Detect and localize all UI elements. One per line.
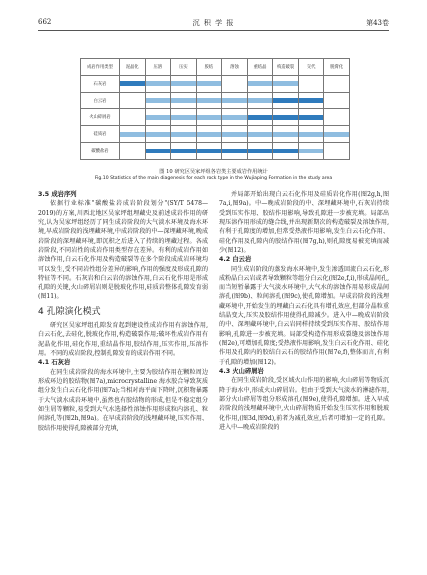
diagenesis-bar (248, 81, 273, 86)
figure-cell (145, 143, 171, 160)
figure-cell (145, 92, 171, 109)
figure-row (81, 75, 350, 92)
diagenesis-bar (248, 115, 273, 120)
paragraph: 依据行业标准"碳酸盐岩成岩阶段划分"(SY/T 5478—2019)的方案,川西北地区吴家坪组埋藏史及前述成岩作用的研究,认为吴家坪组经历了同生成岩阶段的大气淡水环境及海水环境,早成岩阶段的浅埋藏环境,中成岩阶段的中—深埋藏环境,晚成岩阶段的深埋藏环境,即沉积之后进入了持续的埋藏过程。各成岩阶段,不同岩性的成岩作用类型存在差异。有利的成岩作用如溶蚀作用,白云石化作用及构造破裂等在多个阶段成成岩环境均可以发生,受不同岩性组分差异的影响,作用的强度及形成孔隙的特征等不同。石灰岩和白云岩的溶蚀作用,白云石化作用是形成孔隙的关键,火山碎屑岩则是脱玻化作用,硅质岩整体孔隙发育弱(图11)。 (38, 200, 208, 301)
figure-column-label: 构造破裂 (273, 59, 299, 76)
journal-title: 沉 积 学 报 (192, 19, 235, 27)
figure-cell (171, 75, 197, 92)
diagenesis-bar (197, 98, 222, 103)
header-rule (38, 30, 389, 31)
diagenesis-bar (171, 98, 196, 103)
figure-cell (273, 92, 299, 109)
diagenesis-bar (222, 98, 247, 103)
figure-row-label: 硅质岩 (81, 126, 120, 143)
figure-row (81, 92, 350, 109)
diagenesis-bar (324, 132, 349, 137)
section-heading-4-2: 4.2 白云岩 (219, 256, 252, 264)
diagenesis-table (80, 58, 350, 160)
left-column (38, 190, 208, 433)
diagenesis-bar (171, 115, 196, 120)
diagenesis-bar (171, 81, 196, 86)
figure-cell (324, 143, 350, 160)
figure-cell (247, 75, 273, 92)
figure-row-label: 白云岩 (81, 92, 120, 109)
figure-header-cell: 成岩作用类型 (81, 59, 120, 76)
figure-cell (247, 143, 273, 160)
figure-cell (273, 126, 299, 143)
diagenesis-bar (146, 81, 171, 86)
figure-column-label: 胶结 (196, 59, 222, 76)
figure-cell (145, 109, 171, 126)
figure-cell (273, 143, 299, 160)
diagenesis-bar (197, 115, 222, 120)
figure-row-label: 石灰岩 (81, 75, 120, 92)
diagenesis-bar (222, 132, 247, 137)
figure-cell (273, 75, 299, 92)
figure-cell (273, 109, 299, 126)
figure-cell (171, 126, 197, 143)
section-heading-4-1: 4.1 石灰岩 (38, 359, 71, 367)
diagenesis-bar (120, 81, 145, 86)
diagenesis-bar (273, 149, 298, 154)
figure-cell (324, 126, 350, 143)
diagenesis-bar (222, 115, 247, 120)
figure-column-label: 交代 (298, 59, 324, 76)
figure-cell (120, 143, 146, 160)
diagenesis-bar (197, 81, 222, 86)
figure-cell (247, 109, 273, 126)
diagenesis-figure (80, 58, 350, 160)
diagenesis-bar (248, 149, 273, 154)
diagenesis-bar (171, 132, 196, 137)
diagenesis-bar (273, 132, 298, 137)
figure-cell (171, 143, 197, 160)
figure-cell (222, 143, 248, 160)
figure-cell (196, 75, 222, 92)
figure-cell (222, 126, 248, 143)
diagenesis-bar (273, 81, 298, 86)
figure-cell (298, 126, 324, 143)
figure-cell (171, 92, 197, 109)
figure-cell (196, 126, 222, 143)
diagenesis-bar (248, 98, 273, 103)
diagenesis-bar (146, 98, 171, 103)
diagenesis-bar (299, 149, 324, 154)
paragraph: 并局部开始出现白云石化作用及硅质岩化作用(图2g,h,图7a,i,图9a)。中—晚成岩阶段的中、深埋藏环境中,石灰岩持续受到压实作用、胶结作用影响,导致孔隙进一步被充填。局部出现压溶作用形成的缝合线,并出现新期次的构造破裂及溶蚀作用,有利于孔隙度的增加,但常受热液作用影响,发生白云石化作用、硅化作用及孔隙内的胶结作用(图7g,h),则孔隙度易被充填而减少(图12)。 (219, 191, 389, 254)
diagenesis-bar (299, 115, 324, 120)
figure-cell (222, 109, 248, 126)
figure-column-label: 泥晶化 (120, 59, 146, 76)
figure-cell (120, 126, 146, 143)
diagenesis-bar (273, 98, 298, 103)
running-header (38, 18, 389, 30)
figure-column-label: 重结晶 (247, 59, 273, 76)
figure-caption-en: Fig.10 Statistics of the main diagenesis for each rock type in the Wujiaping Formation in the study area (94, 176, 333, 181)
paragraph: 在同生成岩阶段的海水环境中,主要为胶结作用在颗粒周边形成环边的胶结物(图7a),microcrystalline 海水胶合导致灰质组分发生白云石化作用(图7a);当相对海平面下降时,沉积物暴露于大气淡水成岩环境中,虽然也有胶结物的形成,但是不稳定组分如生屑等颗粒,易受到大气水选择性溶蚀作用形成粒内溶孔、粒间溶孔等(图2h,图9a)。在早成岩阶段的浅埋藏环境,压实作用、胶结作用使得孔隙被部分充填, (38, 368, 208, 432)
diagenesis-bar (299, 98, 324, 103)
figure-cell (247, 126, 273, 143)
figure-cell (120, 109, 146, 126)
page-number: 662 (38, 18, 52, 26)
diagenesis-bar (299, 132, 324, 137)
figure-cell (196, 143, 222, 160)
section-heading-4: 4 孔隙演化模式 (38, 306, 101, 317)
diagenesis-bar (273, 115, 298, 120)
section-heading-4-3: 4.3 火山碎屑岩 (219, 367, 264, 375)
figure-cell (324, 92, 350, 109)
figure-cell (298, 75, 324, 92)
figure-cell (171, 109, 197, 126)
diagenesis-bar (197, 149, 222, 154)
diagenesis-bar (222, 149, 247, 154)
diagenesis-bar (120, 132, 145, 137)
paragraph: 同生成岩阶段的蒸发海水环境中,发生渗透回流白云石化,形成粉晶白云岩或者导致颗粒等组分白云化(图2e,f,i),形成晶间孔,而当短暂暴露于大气淡水环境中,大气水的溶蚀作用易形成晶间溶孔(图9b)、粒间溶孔(图9c),使孔隙增加。早成岩阶段的浅埋藏环境中,开始发生的埋藏白云石化具有增孔效应,但部分晶粒重结晶变大,压实及胶结作用使得孔隙减少。进入中—晚成岩阶段的中、深埋藏环境中,白云岩同样持续受到压实作用、胶结作用影响,孔隙进一步被充填。局部受构造作用形成裂缝及溶蚀作用(图2e),可增加孔隙度;受热液作用影响,发生白云石化作用、硅化作用及孔隙内的胶结白云石的胶结作用(图7e,f),整体而言,有利于孔隙的增加(图12)。 (219, 265, 389, 366)
figure-cell (298, 143, 324, 160)
section-heading-3-5: 3.5 成岩序列 (38, 191, 77, 198)
figure-row-label: 火山碎屑岩 (81, 109, 120, 126)
diagenesis-bar (146, 132, 171, 137)
figure-column-label: 脱膏化 (324, 59, 350, 76)
diagenesis-bar (171, 149, 196, 154)
figure-cell (222, 92, 248, 109)
volume: 第43卷 (366, 19, 389, 27)
figure-cell (324, 109, 350, 126)
figure-row (81, 109, 350, 126)
figure-column-label: 压溶 (145, 59, 171, 76)
figure-cell (298, 92, 324, 109)
figure-cell (120, 75, 146, 92)
paragraph: 在同生成岩阶段,受区域火山作用的影响,火山碎屑等物质沉降于海水中,形成火山碎屑岩。但由于受到大气淡水的淋滤作用,部分火山碎屑等组分形成溶孔(图9e),使得孔隙增加。进入早成岩阶段的浅埋藏环境中,火山碎屑物质开始发生压实作用和脱玻化作用,(图3d,图9d),前者为减孔效应,后者可增加一定的孔隙。进入中—晚成岩阶段的 (219, 377, 389, 431)
figure-cell (196, 92, 222, 109)
figure-column-label: 溶蚀 (222, 59, 248, 76)
diagenesis-bar (197, 132, 222, 137)
figure-column-label: 压实 (171, 59, 197, 76)
diagenesis-bar (248, 132, 273, 137)
diagenesis-bar (146, 149, 171, 154)
figure-cell (120, 92, 146, 109)
figure-cell (298, 109, 324, 126)
figure-cell (145, 75, 171, 92)
figure-cell (145, 126, 171, 143)
paragraph: 研究区吴家坪组孔隙发育起到建设性成岩作用有溶蚀作用,白云石化,去硅化,脱玻化作用,构造破裂作用;破坏性成岩作用有泥晶化作用,硅化作用,重结晶作用,胶结作用,压实作用,压溶作用。不同的成岩阶段,控制孔隙发育的成岩作用不同。 (38, 322, 208, 357)
figure-cell (247, 92, 273, 109)
right-column (219, 190, 389, 432)
figure-caption-cn: 图 10 研究区吴家坪组各岩类主要成岩作用统计 (159, 169, 268, 175)
figure-cell (324, 75, 350, 92)
figure-row (81, 126, 350, 143)
figure-row-label: 碳酸盐岩 (81, 143, 120, 160)
figure-cell (196, 109, 222, 126)
figure-row (81, 143, 350, 160)
figure-cell (222, 75, 248, 92)
diagenesis-bar (146, 115, 171, 120)
